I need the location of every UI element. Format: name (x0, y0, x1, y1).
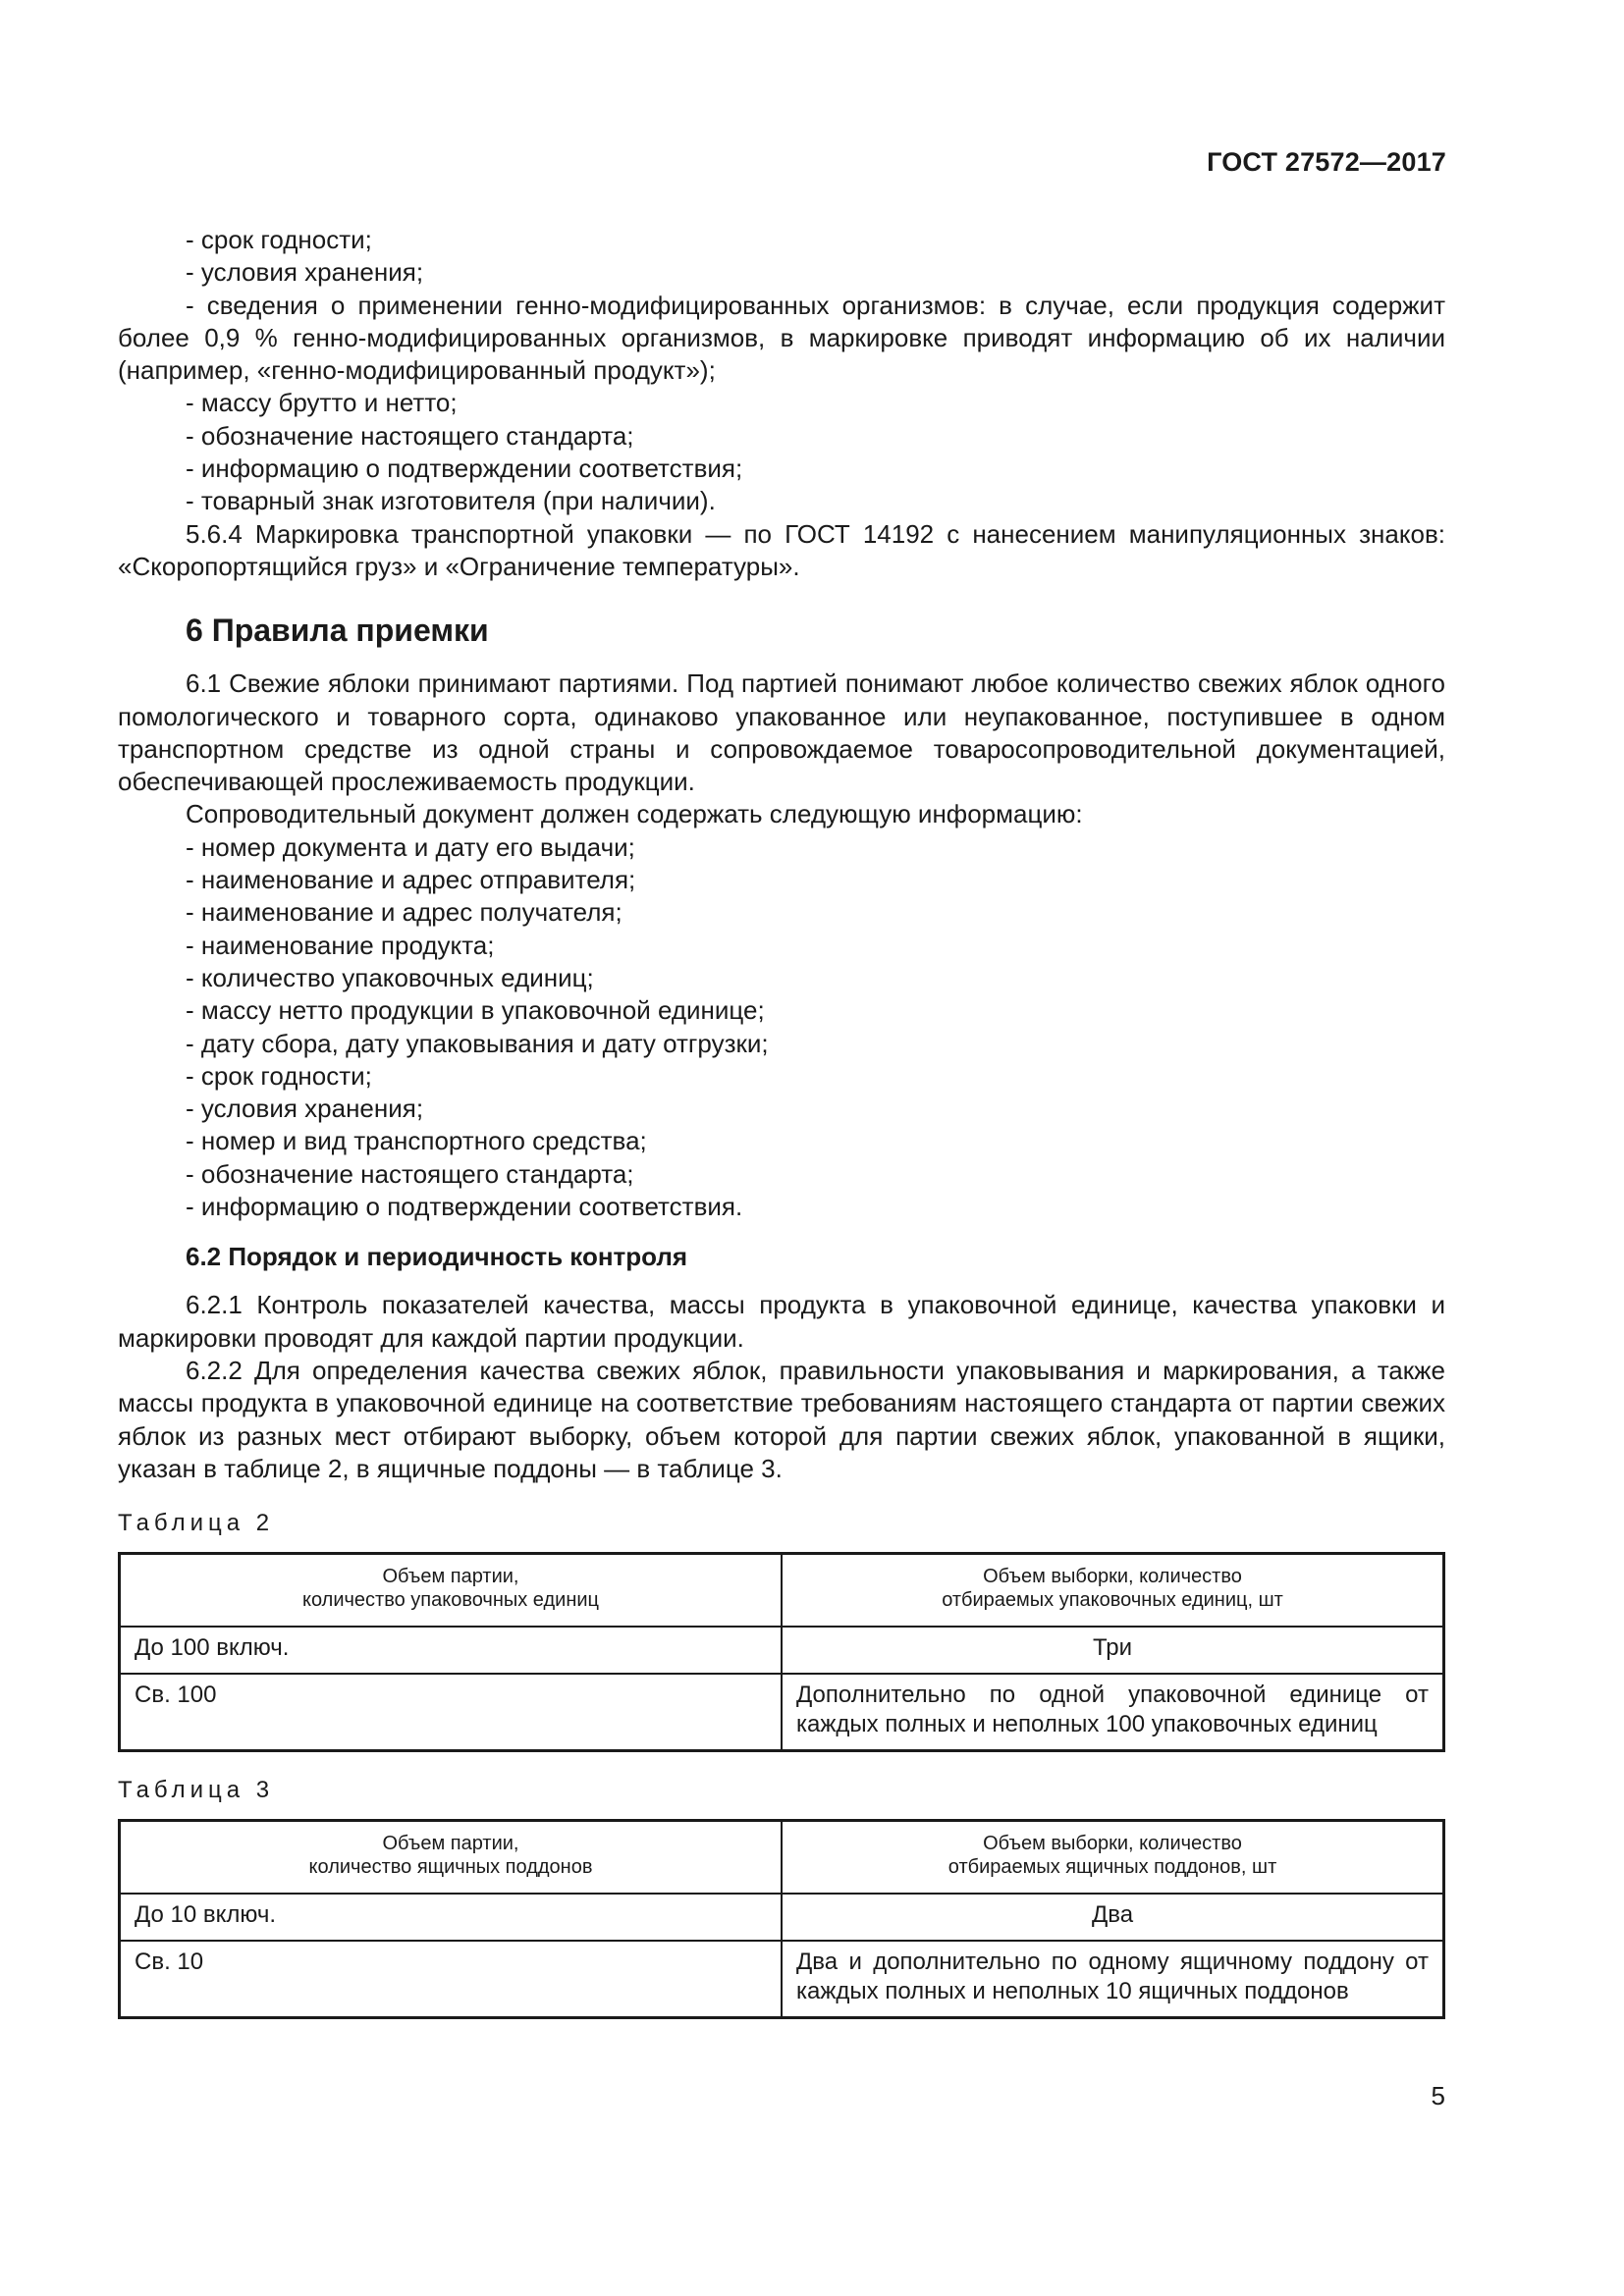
list-item: - информацию о подтверждении соответствия. (186, 1192, 743, 1222)
standard-code: ГОСТ 27572—2017 (1207, 147, 1446, 177)
table-cell-sample: Три (782, 1627, 1444, 1674)
list-item: - наименование и адрес получателя; (186, 897, 623, 928)
list-item: - срок годности; (186, 1060, 372, 1091)
table-header-cell-sample: Объем выборки, количество отбираемых упаковочных единиц, шт (782, 1554, 1444, 1628)
table-2-caption: Таблица 2 (118, 1510, 275, 1537)
table-row (120, 1894, 1444, 1941)
subsection-6-2-heading: 6.2 Порядок и периодичность контроля (186, 1242, 688, 1272)
table-cell-lot: Св. 100 (120, 1674, 783, 1751)
table-row (120, 1941, 1444, 2018)
page-content (118, 224, 1445, 2019)
table-header-cell-lot: Объем партии, количество ящичных поддонов (120, 1821, 783, 1895)
table-cell-lot: Св. 10 (120, 1941, 783, 2018)
list-item: - дату сбора, дату упаковывания и дату отгрузки; (186, 1028, 769, 1058)
list-item: - обозначение настоящего стандарта; (186, 1158, 634, 1189)
table-3-caption: Таблица 3 (118, 1777, 275, 1804)
doc-requirements-list (118, 831, 1445, 1224)
list-item: - массу нетто продукции в упаковочной единице; (186, 995, 765, 1026)
doc-intro: Сопроводительный документ должен содержать следующую информацию: (186, 799, 1083, 829)
list-5-6-3-tail (118, 224, 1445, 518)
clause-6-1: 6.1 Свежие яблоки принимают партиями. Под партией понимают любое количество свежих яблок одного помологического и товарного сорта, одинаково упакованное или неупакованное, поступившее в одном транспортном средстве из одной страны и сопровождаемое товаросопроводительной документацией, обеспечивающей прослеживаемость продукции. (118, 668, 1445, 797)
clause-6-2-1: 6.2.1 Контроль показателей качества, массы продукта в упаковочной единице, качества упаковки и маркировки проводят для каждой партии продукции. (118, 1290, 1445, 1353)
list-item: - наименование продукта; (186, 930, 495, 960)
list-item: - условия хранения; (186, 257, 424, 288)
table-3 (118, 1819, 1445, 2019)
list-item: - наименование и адрес отправителя; (186, 865, 636, 895)
table-header-row (120, 1554, 1444, 1628)
list-item: - количество упаковочных единиц; (186, 962, 594, 992)
clause-5-6-4: 5.6.4 Маркировка транспортной упаковки — по ГОСТ 14192 с нанесением манипуляционных знаков: «Скоропортящийся груз» и «Ограничение температуры». (118, 518, 1445, 581)
list-item: - номер документа и дату его выдачи; (186, 831, 635, 862)
table-cell-sample: Дополнительно по одной упаковочной единице от каждых полных и неполных 100 упаковочных единиц (782, 1674, 1444, 1751)
clause-6-2-2: 6.2.2 Для определения качества свежих яблок, правильности упаковывания и маркирования, а также массы продукта в упаковочной единице на соответствие требованиям настоящего стандарта от партии свежих яблок из разных мест отбирают выборку, объем которой для партии свежих яблок, упакованной в ящики, указан в таблице 2, в ящичные поддоны — в таблице 3. (118, 1355, 1445, 1483)
list-item: - условия хранения; (186, 1094, 424, 1124)
list-item: - обозначение настоящего стандарта; (186, 420, 634, 451)
table-header-row (120, 1821, 1444, 1895)
list-item: - массу брутто и нетто; (186, 388, 458, 418)
list-item: - сведения о применении генно-модифицированных организмов: в случае, если продукция содержит более 0,9 % генно-модифицированных организмов, в маркировке приводят информацию об их наличии (например, «генно-модифицированный продукт»); (118, 290, 1445, 386)
table-row (120, 1674, 1444, 1751)
table-header-cell-lot: Объем партии, количество упаковочных единиц (120, 1554, 783, 1628)
list-item: - информацию о подтверждении соответствия; (186, 454, 743, 484)
list-item: - товарный знак изготовителя (при наличии). (186, 486, 716, 516)
table-cell-sample: Два (782, 1894, 1444, 1941)
page-number: 5 (1431, 2081, 1445, 2110)
table-row (120, 1627, 1444, 1674)
list-item: - номер и вид транспортного средства; (186, 1126, 647, 1156)
list-item: - срок годности; (186, 225, 372, 254)
section-6-heading: 6 Правила приемки (186, 613, 489, 649)
table-cell-sample: Два и дополнительно по одному ящичному поддону от каждых полных и неполных 10 ящичных поддонов (782, 1941, 1444, 2018)
table-2 (118, 1552, 1445, 1752)
table-cell-lot: До 100 включ. (120, 1627, 783, 1674)
table-cell-lot: До 10 включ. (120, 1894, 783, 1941)
table-header-cell-sample: Объем выборки, количество отбираемых ящичных поддонов, шт (782, 1821, 1444, 1895)
